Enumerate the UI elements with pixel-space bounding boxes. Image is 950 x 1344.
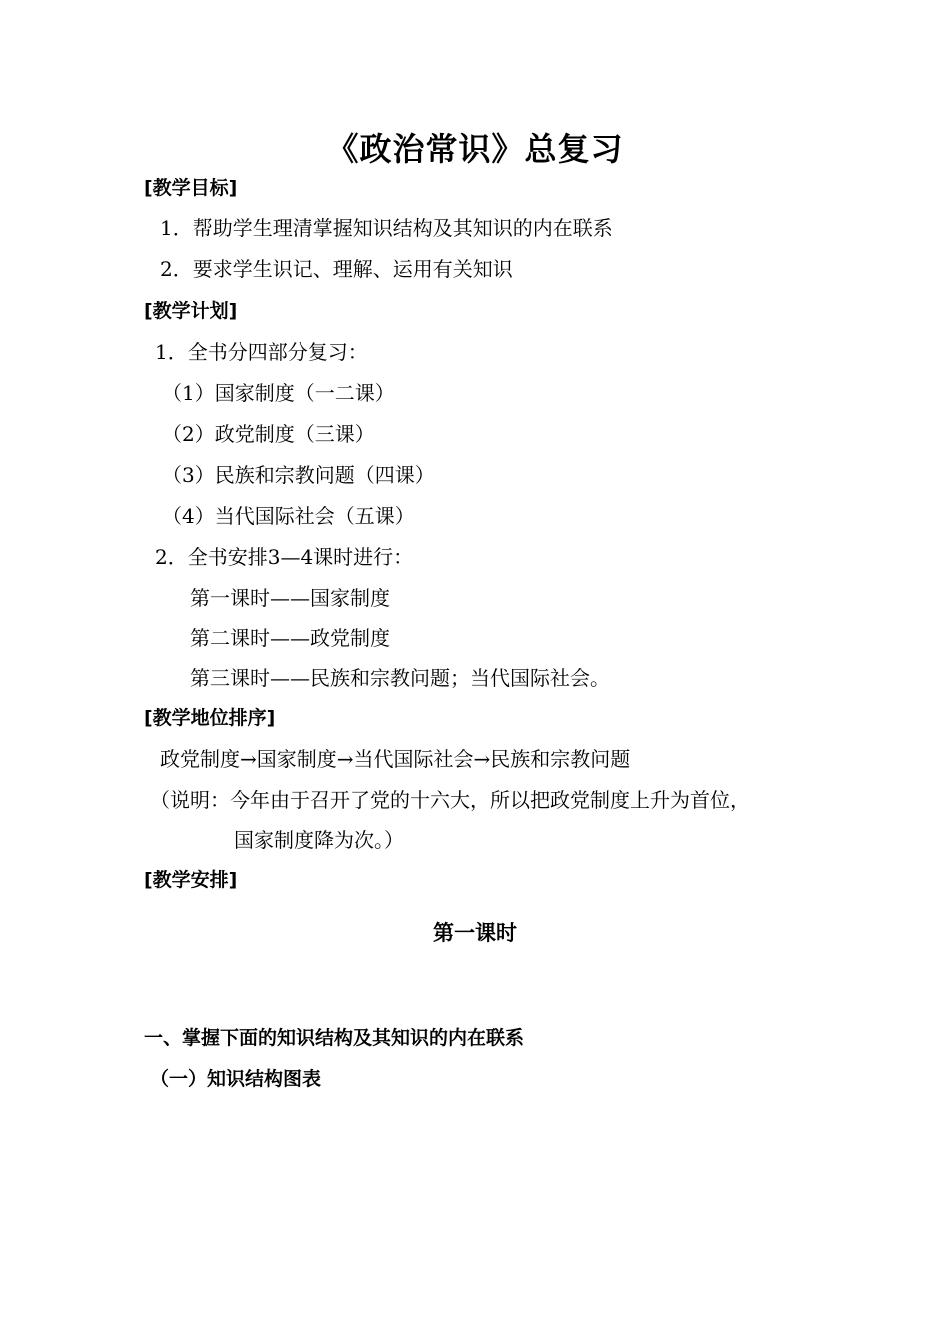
document-title: 《政治常识》总复习 xyxy=(326,130,624,168)
goals-heading: [教学目标] xyxy=(144,177,238,199)
part1-subheading: （一）知识结构图表 xyxy=(150,1068,322,1090)
note-line: 国家制度降为次。） xyxy=(234,828,404,852)
goal-item: 1．帮助学生理清掌握知识结构及其知识的内在联系 xyxy=(160,216,613,240)
lesson-title: 第一课时 xyxy=(433,921,517,945)
schedule-item: 第三课时——民族和宗教问题；当代国际社会。 xyxy=(190,666,610,690)
plan-intro: 1．全书分四部分复习： xyxy=(155,340,368,364)
note-line: （说明：今年由于召开了党的十六大，所以把政党制度上升为首位， xyxy=(150,788,750,812)
plan-heading: [教学计划] xyxy=(144,300,238,322)
order-heading: [教学地位排序] xyxy=(144,707,276,729)
schedule-item: 第二课时——政党制度 xyxy=(190,626,390,650)
part1-heading: 一、掌握下面的知识结构及其知识的内在联系 xyxy=(144,1027,525,1049)
order-line: 政党制度→国家制度→当代国际社会→民族和宗教问题 xyxy=(160,747,631,771)
schedule-item: 第一课时——国家制度 xyxy=(190,586,390,610)
schedule-intro: 2．全书安排3—4课时进行： xyxy=(155,545,414,569)
plan-part: （4）当代国际社会（五课） xyxy=(162,504,415,528)
plan-part: （1）国家制度（一二课） xyxy=(162,381,395,405)
plan-part: （2）政党制度（三课） xyxy=(162,422,375,446)
arrange-heading: [教学安排] xyxy=(144,869,238,891)
plan-part: （3）民族和宗教问题（四课） xyxy=(162,463,435,487)
goal-item: 2．要求学生识记、理解、运用有关知识 xyxy=(160,257,513,281)
